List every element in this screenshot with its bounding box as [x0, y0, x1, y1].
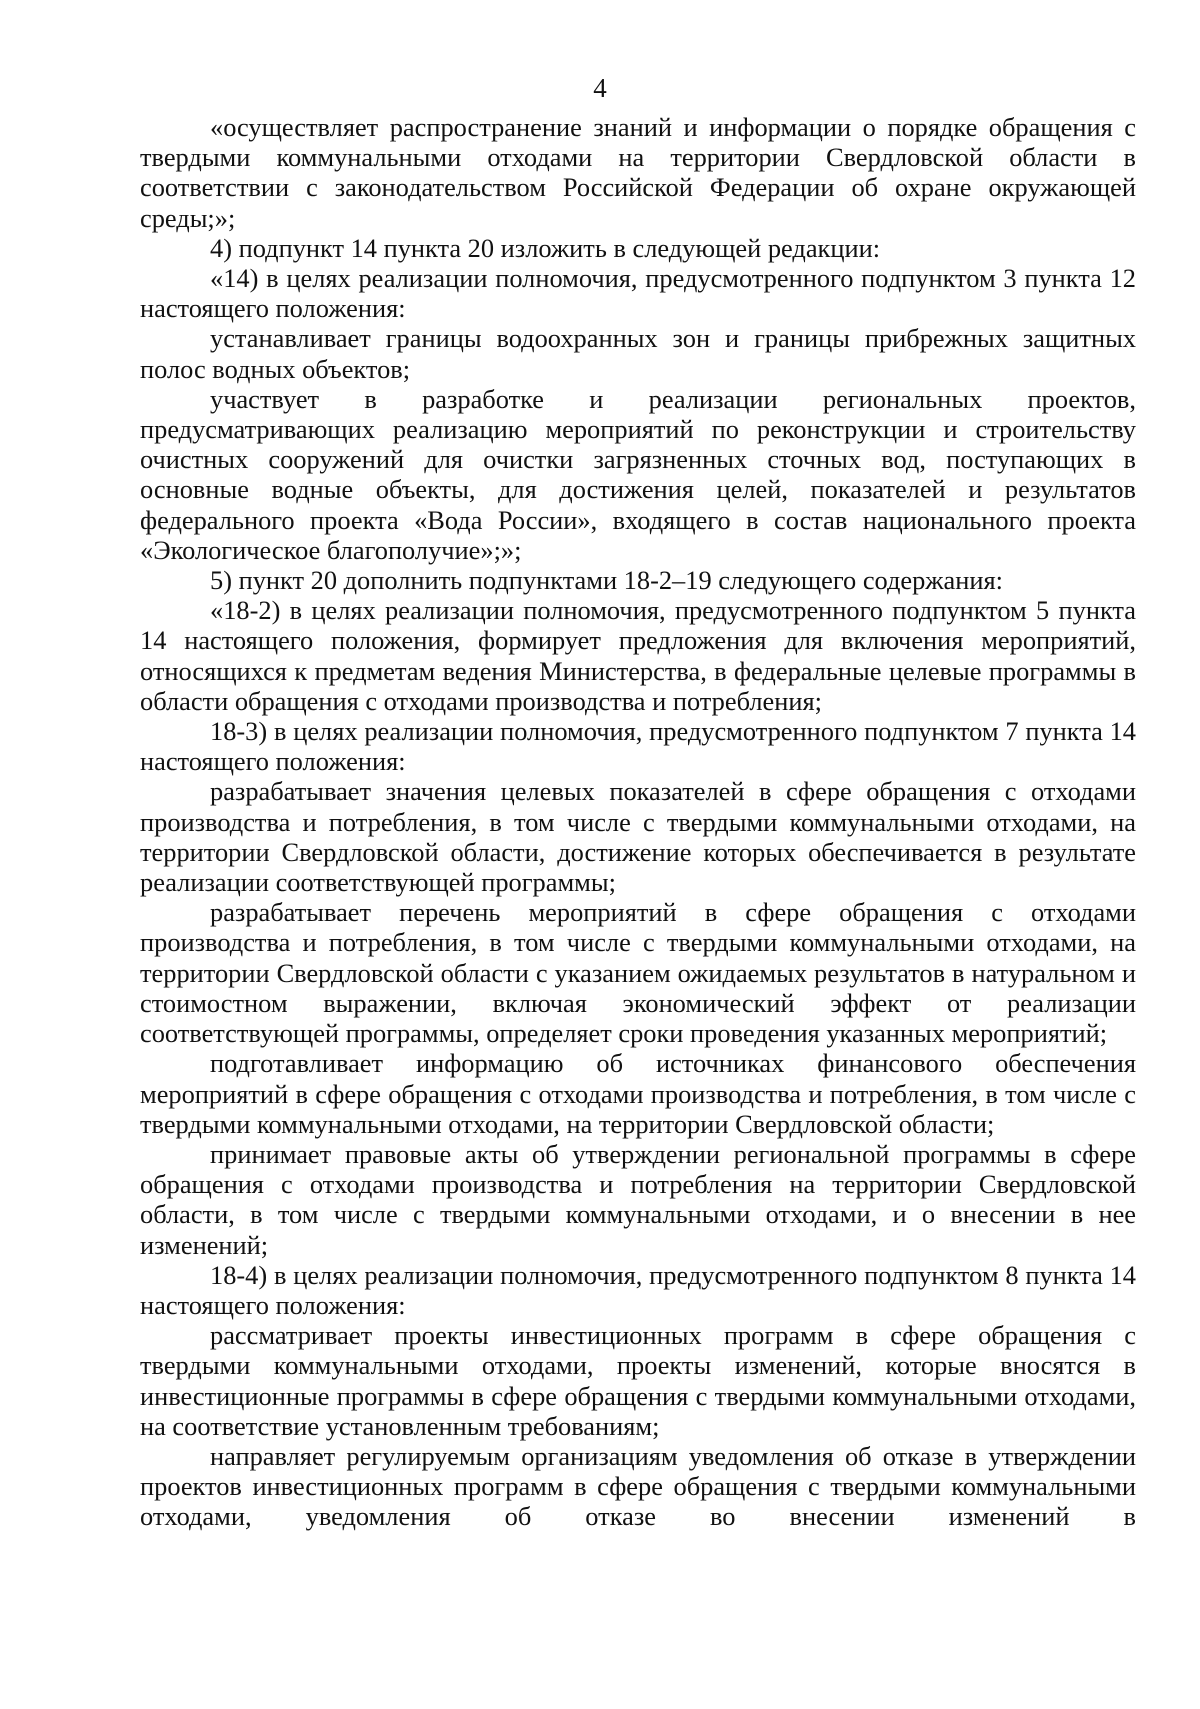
- paragraph: «18-2) в целях реализации полномочия, предусмотренного подпунктом 5 пункта 14 настоящего положения, формирует предложения для включения мероприятий, относящихся к предметам ведения Министерства, в федеральные целевые программы в области обращения с отходами производства и потребления;: [140, 595, 1136, 716]
- paragraph: рассматривает проекты инвестиционных программ в сфере обращения с твердыми коммунальными отходами, проекты изменений, которые вносятся в инвестиционные программы в сфере обращения с твердыми коммунальными отходами, на соответствие установленным требованиям;: [140, 1320, 1136, 1441]
- paragraph: направляет регулируемым организациям уведомления об отказе в утверждении проектов инвестиционных программ в сфере обращения с твердыми коммунальными отходами, уведомления об отказе во внесении изменений в: [140, 1440, 1136, 1532]
- document-body: [140, 112, 1136, 1532]
- paragraph: 18-4) в целях реализации полномочия, предусмотренного подпунктом 8 пункта 14 настоящего положения:: [140, 1259, 1136, 1320]
- paragraph: участвует в разработке и реализации региональных проектов, предусматривающих реализацию мероприятий по реконструкции и строительству очистных сооружений для очистки загрязненных сточных вод, поступающих в основные водные объекты, для достижения целей, показателей и результатов федерального проекта «Вода России», входящего в состав национального проекта «Экологическое благополучие»;»;: [140, 383, 1136, 565]
- paragraph: «14) в целях реализации полномочия, предусмотренного подпунктом 3 пункта 12 настоящего положения:: [140, 263, 1136, 324]
- paragraph: 4) подпункт 14 пункта 20 изложить в следующей редакции:: [210, 232, 881, 263]
- paragraph: разрабатывает значения целевых показателей в сфере обращения с отходами производства и потребления, в том числе с твердыми коммунальными отходами, на территории Свердловской области, достижение которых обеспечивается в результате реализации соответствующей программы;: [140, 776, 1136, 898]
- paragraph: подготавливает информацию об источниках финансового обеспечения мероприятий в сфере обращения с отходами производства и потребления, в том числе с твердыми коммунальными отходами, на территории Свердловской области;: [140, 1048, 1136, 1139]
- paragraph: принимает правовые акты об утверждении региональной программы в сфере обращения с отходами производства и потребления на территории Свердловской области, в том числе с твердыми коммунальными отходами, и о внесении в нее изменений;: [140, 1138, 1136, 1260]
- paragraph: 18-3) в целях реализации полномочия, предусмотренного подпунктом 7 пункта 14 настоящего положения:: [140, 716, 1136, 777]
- paragraph: разрабатывает перечень мероприятий в сфере обращения с отходами производства и потребления, в том числе с твердыми коммунальными отходами, на территории Свердловской области с указанием ожидаемых результатов в натуральном и стоимостном выражении, включая экономический эффект от реализации соответствующей программы, определяет сроки проведения указанных мероприятий;: [140, 897, 1136, 1049]
- paragraph: устанавливает границы водоохранных зон и границы прибрежных защитных полос водных объектов;: [140, 323, 1136, 384]
- paragraph: 5) пункт 20 дополнить подпунктами 18-2–19 следующего содержания:: [210, 565, 1003, 596]
- paragraph: «осуществляет распространение знаний и информации о порядке обращения с твердыми коммунальными отходами на территории Свердловской области в соответствии с законодательством Российской Федерации об охране окружающей среды;»;: [140, 112, 1136, 233]
- page-number: 4: [593, 73, 607, 103]
